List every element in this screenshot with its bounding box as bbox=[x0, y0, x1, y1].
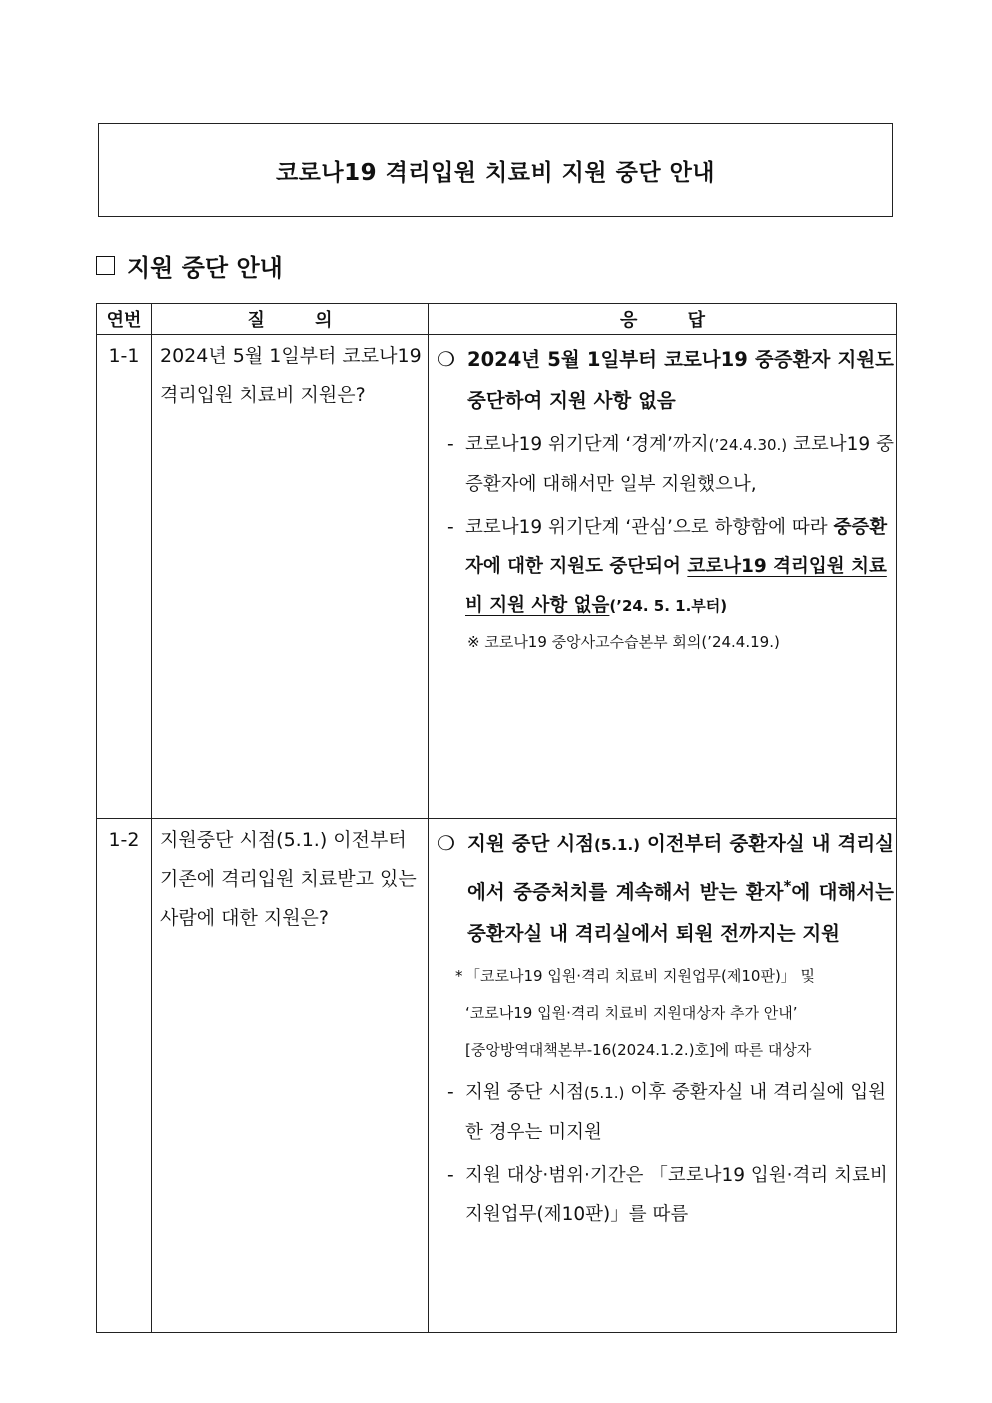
answer-sub-point: - 지원 대상·범위·기간은 「코로나19 입원·격리 치료비 지원업무(제10판)」를 따름 bbox=[437, 1156, 894, 1234]
question-cell: 지원중단 시점(5.1.) 이전부터 기존에 격리입원 치료받고 있는 사람에 대한 지원은? bbox=[152, 819, 429, 1333]
title-box bbox=[98, 123, 893, 217]
answer-sub-point: - 코로나19 위기단계 ‘관심’으로 하향함에 따라 중증환자에 대한 지원도 중단되어 코로나19 격리입원 치료비 지원 사항 없음(’24. 5. 1.부터) bbox=[437, 508, 894, 626]
reference-note: ※ 코로나19 중앙사고수습본부 회의(’24.4.19.) bbox=[467, 633, 780, 651]
answer-cell bbox=[429, 335, 897, 819]
asterisk-icon: * bbox=[455, 966, 463, 985]
dash-bullet-icon: - bbox=[447, 1164, 454, 1186]
header-question: 질 의 bbox=[152, 304, 429, 335]
circle-bullet-icon: ❍ bbox=[437, 347, 455, 371]
dash-bullet-icon: - bbox=[447, 434, 454, 455]
answer-main-point: ❍ 지원 중단 시점(5.1.) 이전부터 중환자실 내 격리실에서 중증처치를 계속해서 받는 환자*에 대해서는 중환자실 내 격리실에서 퇴원 전까지는 지원 bbox=[437, 823, 894, 954]
row-number: 1-2 bbox=[97, 819, 152, 1333]
table-header-row bbox=[97, 304, 897, 335]
checkbox-square-icon bbox=[96, 256, 115, 275]
dash-bullet-icon: - bbox=[447, 1081, 454, 1103]
header-answer: 응 답 bbox=[429, 304, 897, 335]
section-heading-text: 지원 중단 안내 bbox=[127, 254, 283, 282]
dash-bullet-icon: - bbox=[447, 517, 454, 538]
table-row bbox=[97, 335, 897, 819]
qa-table bbox=[96, 303, 897, 1333]
footnote: * 「코로나19 입원·격리 치료비 지원업무(제10판)」 및 ‘코로나19 입원·격리 치료비 지원대상자 추가 안내’ [중앙방역대책본부-16(2024.1.2.)호]에 따른 대상자 bbox=[437, 958, 894, 1069]
section-heading bbox=[96, 248, 283, 283]
answer-cell bbox=[429, 819, 897, 1333]
circle-bullet-icon: ❍ bbox=[437, 831, 455, 855]
row-number: 1-1 bbox=[97, 335, 152, 819]
answer-main-point: ❍ 2024년 5월 1일부터 코로나19 중증환자 지원도 중단하여 지원 사항 없음 bbox=[437, 339, 894, 421]
question-cell: 2024년 5월 1일부터 코로나19 격리입원 치료비 지원은? bbox=[152, 335, 429, 819]
answer-sub-point: - 지원 중단 시점(5.1.) 이후 중환자실 내 격리실에 입원한 경우는 미지원 bbox=[437, 1073, 894, 1152]
answer-sub-point: - 코로나19 위기단계 ‘경계’까지(’24.4.30.) 코로나19 중증환자에 대해서만 일부 지원했으나, bbox=[437, 425, 894, 504]
table-row bbox=[97, 819, 897, 1333]
page-title: 코로나19 격리입원 치료비 지원 중단 안내 bbox=[275, 159, 716, 186]
header-no: 연번 bbox=[97, 304, 152, 335]
